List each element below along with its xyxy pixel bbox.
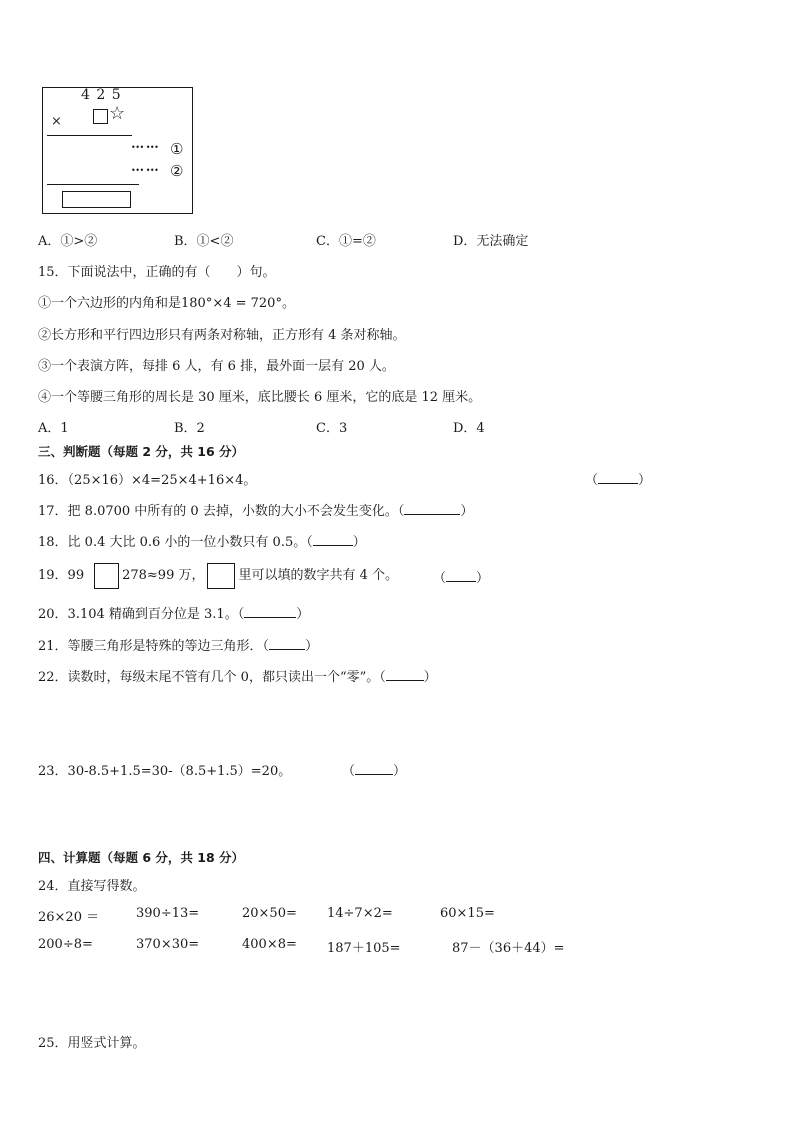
- top-number: 4 2 5: [81, 87, 122, 103]
- q25-stem: 25．用竖式计算。: [38, 1036, 146, 1051]
- times-sign: ×: [51, 114, 62, 129]
- calc-item: 87－（36＋44）=: [452, 941, 565, 956]
- q17-text: 17．把 8.0700 中所有的 0 去掉，小数的大小不会发生变化。: [38, 504, 398, 519]
- q21-line: 21．等腰三角形是特殊的等边三角形．（ ）: [38, 639, 319, 654]
- q15-option-b: B．2: [174, 421, 205, 436]
- q21-answer-blank[interactable]: [269, 637, 305, 650]
- calc-item: 26×20 ＝: [38, 910, 100, 925]
- calc-item: 390÷13=: [136, 906, 200, 921]
- label-circle-1: ①: [170, 140, 184, 158]
- q15-option-a: A．1: [38, 421, 69, 436]
- q23-text: 23．30-8.5+1.5=30-（8.5+1.5）=20。: [38, 764, 292, 779]
- q19-answer[interactable]: （ ）: [433, 571, 490, 586]
- q22-line: 22．读数时，每级末尾不管有几个 0，都只读出一个“零”。（ ）: [38, 670, 437, 685]
- dots-row-1: ••• •••: [131, 143, 159, 152]
- q18-answer-blank[interactable]: [313, 533, 353, 546]
- q15-option-c: C．3: [316, 421, 348, 436]
- q23-answer[interactable]: （ ）: [342, 764, 407, 779]
- q19-digit-box-1[interactable]: [94, 563, 119, 589]
- q14-option-d: D．无法确定: [453, 234, 529, 249]
- calc-item: 400×8=: [242, 937, 297, 952]
- q16-answer-blank[interactable]: [598, 471, 638, 484]
- q15-statement-2: ②长方形和平行四边形只有两条对称轴，正方形有 4 条对称轴。: [38, 328, 406, 343]
- q15-statement-3: ③一个表演方阵，每排 6 人，有 6 排，最外面一层有 20 人。: [38, 359, 395, 374]
- label-circle-2: ②: [170, 162, 184, 180]
- q15-option-d: D．4: [453, 421, 485, 436]
- section3-heading: 三、判断题（每题 2 分，共 16 分）: [38, 444, 245, 459]
- calc-item: 60×15=: [440, 906, 495, 921]
- q19-answer-blank[interactable]: [446, 569, 476, 582]
- q14-option-a: A．①>②: [38, 234, 98, 249]
- q18-text: 18．比 0.4 大比 0.6 小的一位小数只有 0.5。: [38, 535, 307, 550]
- star-icon: ☆: [109, 103, 126, 124]
- q24-stem: 24．直接写得数。: [38, 879, 146, 894]
- q19-text-3: 里可以填的数字共有 4 个。: [238, 568, 399, 583]
- q15-statement-4: ④一个等腰三角形的周长是 30 厘米，底比腰长 6 厘米，它的底是 12 厘米。: [38, 390, 482, 405]
- calc-item: 370×30=: [136, 937, 200, 952]
- q23-answer-blank[interactable]: [355, 762, 393, 775]
- q19-line: [38, 562, 398, 590]
- q15-statement-1: ①一个六边形的内角和是180°×4 = 720°。: [38, 296, 295, 311]
- q16-answer[interactable]: （ ）: [585, 473, 652, 488]
- first-rule: [47, 135, 132, 136]
- q20-text: 20．3.104 精确到百分位是 3.1。: [38, 607, 238, 622]
- q17-answer-blank[interactable]: [404, 502, 460, 515]
- result-box: [62, 191, 131, 208]
- calc-item: 20×50=: [242, 906, 297, 921]
- q19-text-1: 19．99: [38, 568, 85, 583]
- q17-line: 17．把 8.0700 中所有的 0 去掉，小数的大小不会发生变化。（ ）: [38, 504, 474, 519]
- q18-line: 18．比 0.4 大比 0.6 小的一位小数只有 0.5。（ ）: [38, 535, 366, 550]
- second-rule: [47, 184, 139, 185]
- q14-option-c: C．①=②: [316, 234, 376, 249]
- q19-digit-box-2[interactable]: [207, 563, 235, 589]
- q20-line: 20．3.104 精确到百分位是 3.1。（ ）: [38, 607, 310, 622]
- q14-option-b: B．①<②: [174, 234, 234, 249]
- q16-text: 16．（25×16）×4=25×4+16×4。: [38, 473, 257, 488]
- calc-item: 14÷7×2=: [327, 906, 393, 921]
- q21-text: 21．等腰三角形是特殊的等边三角形．: [38, 639, 263, 654]
- q22-answer-blank[interactable]: [386, 668, 424, 681]
- section4-heading: 四、计算题（每题 6 分，共 18 分）: [38, 850, 245, 865]
- multiplication-figure: [42, 87, 193, 214]
- q20-answer-blank[interactable]: [244, 605, 296, 618]
- q19-text-2: 278≈99 万，: [122, 568, 205, 583]
- dots-row-2: ••• •••: [131, 166, 159, 175]
- calc-item: 187＋105=: [327, 941, 401, 956]
- calc-item: 200÷8=: [38, 937, 93, 952]
- square-box-icon: [93, 109, 108, 124]
- q22-text: 22．读数时，每级末尾不管有几个 0，都只读出一个“零”。: [38, 670, 380, 685]
- q15-stem: 15．下面说法中，正确的有（ ）句。: [38, 265, 276, 280]
